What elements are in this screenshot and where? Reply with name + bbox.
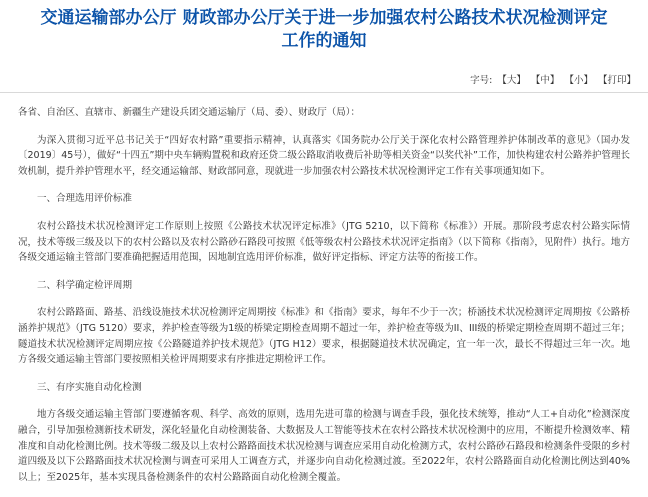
font-size-small-button[interactable]: 【小】 — [564, 75, 593, 86]
font-size-large-button[interactable]: 【大】 — [497, 75, 526, 86]
print-button[interactable]: 【打印】 — [597, 75, 636, 86]
section-1-paragraph: 农村公路技术状况检测评定工作原则上按照《公路技术状况评定标准》（JTG 5210，以下简称《标准》）开展。那阶段考虑农村公路实际情况，技术等级三级及以下的农村公路以及农村公路砂石路段可按照《低等级农村公路技术状况评定指南》（以下简称《指南》，见附件）执行。地方各级交通运输主管部门要准确把握适用范围，因地制宜选用评价标准，做好评定指标、评定方法等的衔接工作。 — [18, 220, 630, 264]
article-title-line-1: 交通运输部办公厅 财政部办公厅关于进一步加强农村公路技术状况检测评定 — [40, 8, 608, 28]
section-heading-1: 一、合理选用评价标准 — [37, 193, 133, 205]
intro-paragraph: 为深入贯彻习近平总书记关于“四好农村路”重要指示精神，认真落实《国务院办公厅关于深化农村公路管理养护体制改革的意见》（国办发〔2019〕45号），做好“十四五”期中央车辆购置税和政府还贷二级公路取消收费后补助等相关资金“以奖代补”工作，加快构建农村公路养护管理长效机制，提升养护管理水平，经交通运输部、财政部同意，现就进一步加强农村公路技术状况检测评定工作有关事项通知如下。 — [18, 134, 630, 177]
salutation: 各省、自治区、直辖市、新疆生产建设兵团交通运输厅（局、委）、财政厅（局）： — [18, 107, 361, 118]
font-size-medium-button[interactable]: 【中】 — [530, 75, 560, 86]
font-size-label: 字号: — [470, 75, 493, 86]
section-2-paragraph: 农村公路路面、路基、沿线设施技术状况检测评定周期按《标准》和《指南》要求，每年不少于一次；桥涵技术状况检测评定周期按《公路桥涵养护规范》（JTG 5120）要求，养护检查等级为1级的桥梁定期检查周期不超过一年，养护检查等级为II、III级的桥梁定期检查周期不超过三年；隧道技术状况检测评定周期应按《公路隧道养护技术规范》（JTG H12）要求，根据隧道技术状况确定，宜一年一次，最长不得超过三年一次。地方各级交通运输主管部门要按照相关检评周期要求有序推进定期检评工作。 — [18, 307, 630, 366]
article-body — [18, 105, 630, 497]
font-size-toolbar — [470, 75, 636, 87]
article-title — [0, 7, 648, 53]
section-heading-2: 二、科学确定检评周期 — [37, 279, 133, 291]
header-divider — [0, 92, 648, 93]
section-heading-3: 三、有序实施自动化检测 — [37, 381, 142, 393]
section-3-paragraph: 地方各级交通运输主管部门要遵循客观、科学、高效的原则，选用先进可靠的检测与调查手段，强化技术统筹，推动“人工+自动化”检测深度融合，引导加强检测新技术研发，深化轻量化自动检测装备、大数据及人工智能等技术在农村公路技术状况检测中的应用，不断提升检测效率、精准度和自动化检测比例。技术等级二级及以上农村公路路面技术状况检测与调查应采用自动化检测方式，农村公路砂石路段和检测条件受限的乡村道四级及以下公路路面技术状况检测与调查可采用人工调查方式，并逐步向自动化检测过渡。至2022年，农村公路路面自动化检测比例达到40%以上；至2025年，基本实现具备检测条件的农村公路路面自动化检测全覆盖。 — [18, 409, 630, 483]
article-title-line-2: 工作的通知 — [281, 31, 367, 51]
